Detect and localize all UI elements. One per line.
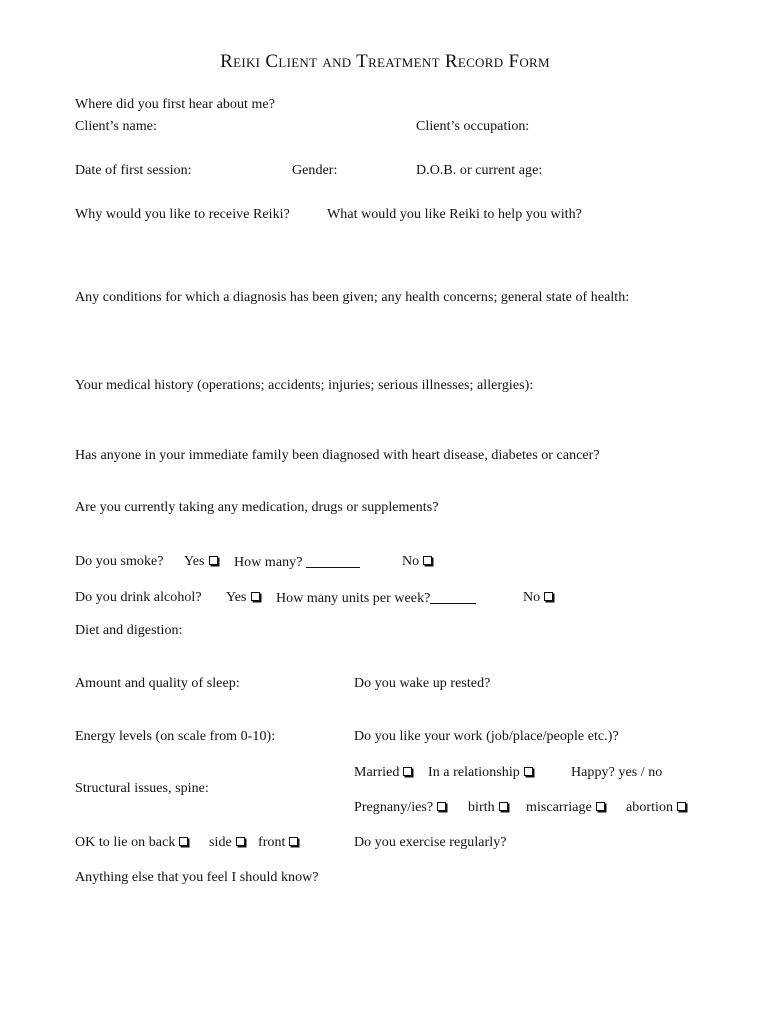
married-option <box>354 766 412 780</box>
alcohol-no-label: No <box>523 590 541 605</box>
alcohol-question: Do you drink alcohol? <box>75 590 202 605</box>
smoke-how-many <box>234 555 360 570</box>
checkbox-icon[interactable] <box>544 592 553 601</box>
checkbox-icon[interactable] <box>423 556 432 565</box>
front-option <box>258 836 298 850</box>
client-name-label: Client’s name: <box>75 119 157 134</box>
smoke-yes-label: Yes <box>184 554 205 569</box>
side-label: side <box>209 835 232 850</box>
medical-history-label: Your medical history (operations; accidents; injuries; serious illnesses; allergies): <box>75 378 534 393</box>
family-history-label: Has anyone in your immediate family been diagnosed with heart disease, diabetes or cancer? <box>75 448 600 463</box>
pregnancies-option <box>354 801 446 815</box>
anything-else-label: Anything else that you feel I should know? <box>75 870 319 885</box>
alcohol-no-option <box>523 591 553 605</box>
miscarriage-label: miscarriage <box>526 800 592 815</box>
why-reiki-label: Why would you like to receive Reiki? <box>75 207 290 222</box>
alcohol-yes-label: Yes <box>226 590 247 605</box>
birth-label: birth <box>468 800 495 815</box>
wake-rested-label: Do you wake up rested? <box>354 676 491 691</box>
side-option <box>209 836 245 850</box>
birth-option <box>468 801 508 815</box>
front-label: front <box>258 835 286 850</box>
structural-label: Structural issues, spine: <box>75 781 209 796</box>
like-work-label: Do you like your work (job/place/people etc.)? <box>354 729 619 744</box>
medication-label: Are you currently taking any medication, drugs or supplements? <box>75 500 439 515</box>
checkbox-icon[interactable] <box>251 592 260 601</box>
first-hear-label: Where did you first hear about me? <box>75 97 275 112</box>
checkbox-icon[interactable] <box>677 802 686 811</box>
relationship-label: In a relationship <box>428 765 520 780</box>
alcohol-units <box>276 591 476 606</box>
checkbox-icon[interactable] <box>524 767 533 776</box>
first-session-label: Date of first session: <box>75 163 192 178</box>
smoke-no-label: No <box>402 554 420 569</box>
checkbox-icon[interactable] <box>179 837 188 846</box>
energy-label: Energy levels (on scale from 0-10): <box>75 729 276 744</box>
checkbox-icon[interactable] <box>596 802 605 811</box>
checkbox-icon[interactable] <box>236 837 245 846</box>
smoke-how-many-label: How many? <box>234 555 303 570</box>
smoke-yes-option <box>184 555 218 569</box>
dob-label: D.O.B. or current age: <box>416 163 543 178</box>
back-label: OK to lie on back <box>75 835 176 850</box>
relationship-option <box>428 766 533 780</box>
abortion-label: abortion <box>626 800 674 815</box>
diet-label: Diet and digestion: <box>75 623 183 638</box>
checkbox-icon[interactable] <box>499 802 508 811</box>
checkbox-icon[interactable] <box>209 556 218 565</box>
checkbox-icon[interactable] <box>403 767 412 776</box>
smoke-how-many-blank[interactable] <box>306 555 360 568</box>
happy-label: Happy? yes / no <box>571 765 663 780</box>
checkbox-icon[interactable] <box>289 837 298 846</box>
pregnancies-label: Pregnany/ies? <box>354 800 434 815</box>
back-option <box>75 836 188 850</box>
smoke-no-option <box>402 555 432 569</box>
exercise-label: Do you exercise regularly? <box>354 835 507 850</box>
smoke-question: Do you smoke? <box>75 554 164 569</box>
client-occupation-label: Client’s occupation: <box>416 119 530 134</box>
checkbox-icon[interactable] <box>437 802 446 811</box>
form-title: Reiki Client and Treatment Record Form <box>220 51 550 72</box>
alcohol-units-blank[interactable] <box>430 591 476 604</box>
abortion-option <box>626 801 686 815</box>
help-with-label: What would you like Reiki to help you with? <box>327 207 582 222</box>
miscarriage-option <box>526 801 605 815</box>
conditions-label: Any conditions for which a diagnosis has been given; any health concerns; general state of health: <box>75 290 630 305</box>
sleep-label: Amount and quality of sleep: <box>75 676 240 691</box>
married-label: Married <box>354 765 400 780</box>
alcohol-units-label: How many units per week? <box>276 591 431 606</box>
gender-label: Gender: <box>292 163 338 178</box>
alcohol-yes-option <box>226 591 260 605</box>
